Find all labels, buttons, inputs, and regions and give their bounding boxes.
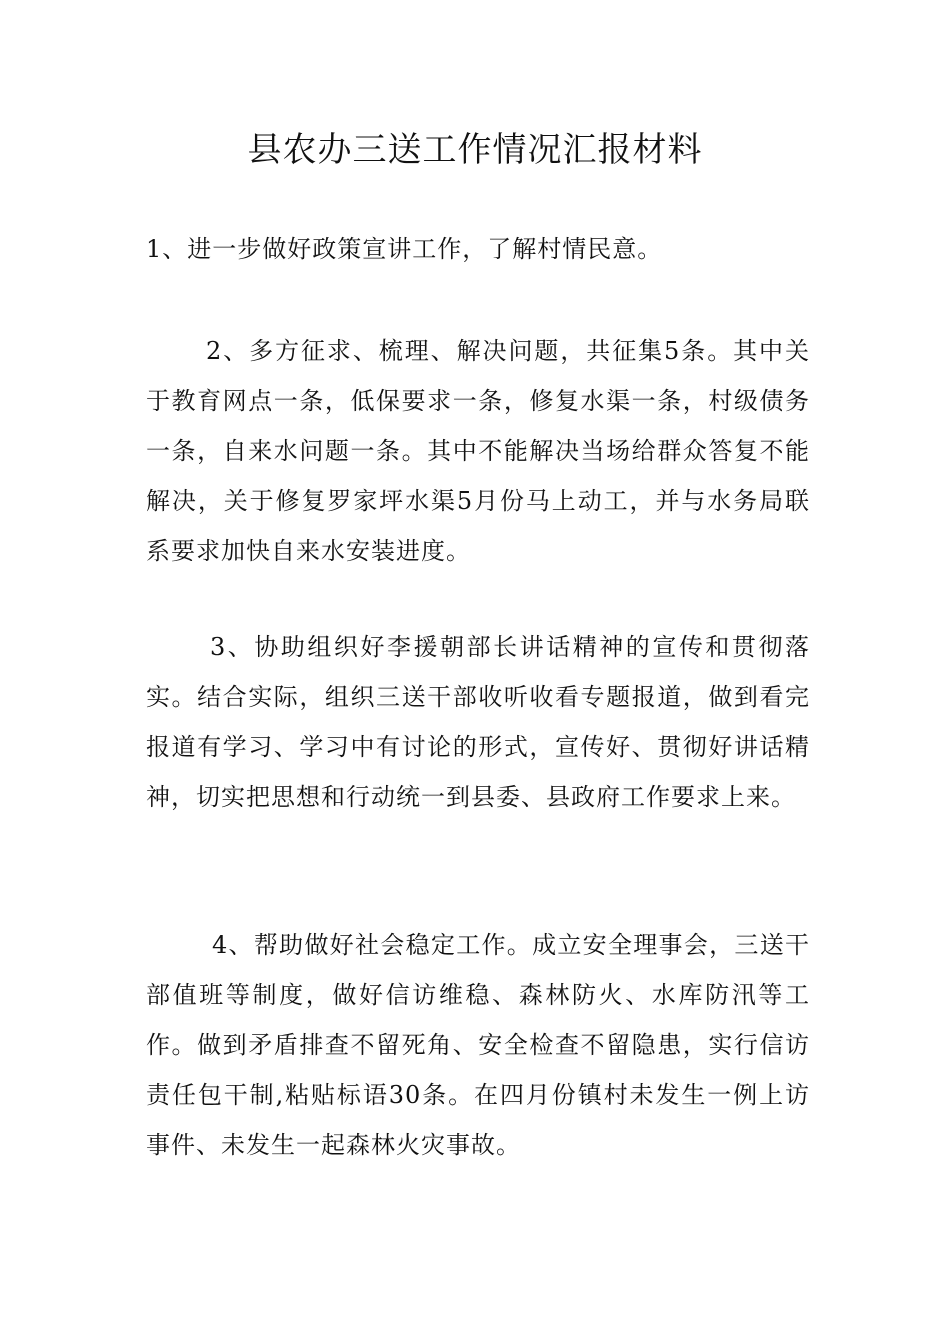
paragraph-1: 1、进一步做好政策宣讲工作，了解村情民意。 [146, 235, 663, 263]
paragraph-4: 4、帮助做好社会稳定工作。成立安全理事会，三送干部值班等制度，做好信访维稳、森林防火、水库防汛等工作。做到矛盾排查不留死角、安全检查不留隐患，实行信访责任包干制,粘贴标语30条。在四月份镇村未发生一例上访事件、未发生一起森林火灾事故。 [146, 931, 810, 1159]
paragraph-2: 2、多方征求、梳理、解决问题，共征集5条。其中关于教育网点一条，低保要求一条，修复水渠一条，村级债务一条，自来水问题一条。其中不能解决当场给群众答复不能解决，关于修复罗家坪水渠5月份马上动工，并与水务局联系要求加快自来水安装进度。 [146, 337, 810, 565]
document-title: 县农办三送工作情况汇报材料 [247, 130, 703, 170]
paragraph-3: 3、协助组织好李援朝部长讲话精神的宣传和贯彻落实。结合实际，组织三送干部收听收看专题报道，做到看完报道有学习、学习中有讨论的形式，宣传好、贯彻好讲话精神，切实把思想和行动统一到县委、县政府工作要求上来。 [146, 633, 810, 811]
